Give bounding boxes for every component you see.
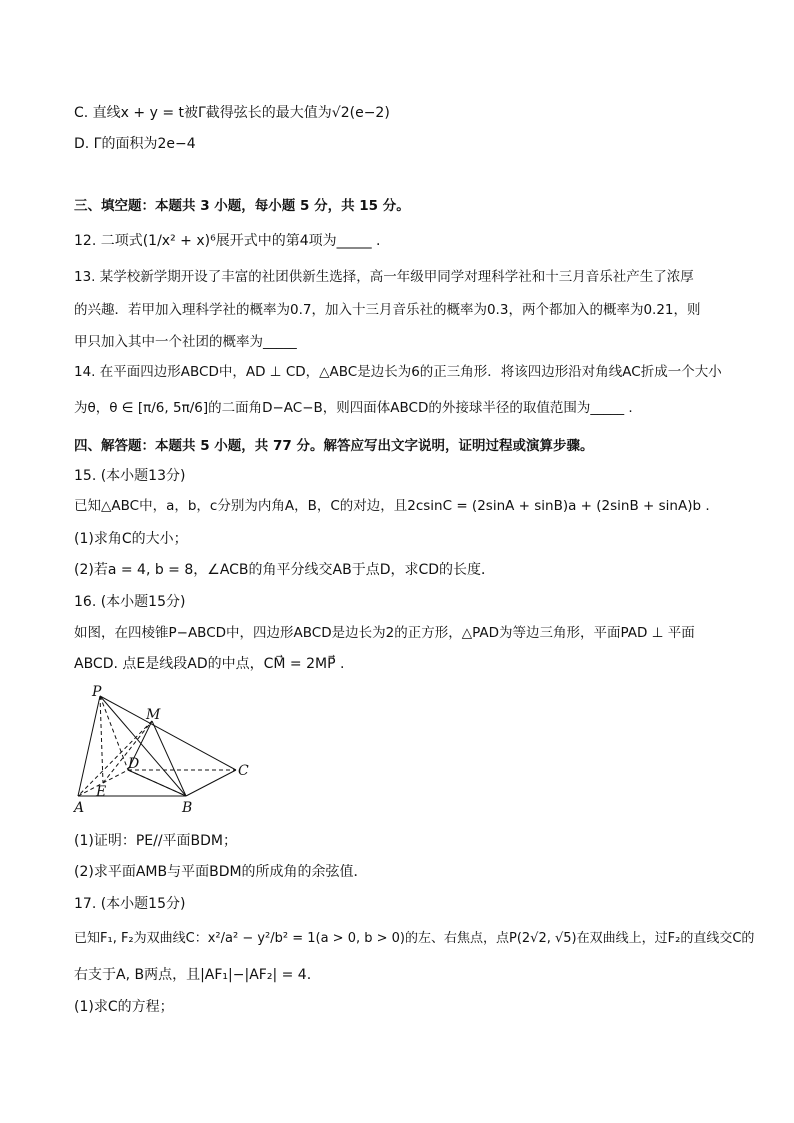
question-13-line-1: 13. 某学校新学期开设了丰富的社团供新生选择，高一年级甲同学对理科学社和十三月音乐社产生了浓厚 (74, 269, 694, 285)
label-a: A (74, 800, 85, 814)
label-c: C (238, 763, 249, 779)
question-17-part-1: (1)求C的方程； (74, 999, 174, 1015)
label-b: B (182, 800, 193, 814)
label-e: E (96, 784, 107, 800)
question-15-part-1: (1)求角C的大小； (74, 531, 188, 547)
question-17-statement-line-2: 右支于A, B两点，且|AF₁|−|AF₂| = 4. (74, 967, 312, 983)
question-13-line-2: 的兴趣．若甲加入理科学社的概率为0.7，加入十三月音乐社的概率为0.3，两个都加入的概率为0.21，则 (74, 302, 701, 318)
question-15-part-2: (2)若a = 4, b = 8，∠ACB的角平分线交AB于点D，求CD的长度． (74, 562, 496, 578)
question-17-statement-line-1: 已知F₁, F₂为双曲线C：x²/a² − y²/b² = 1(a > 0, b > 0)的左、右焦点，点P(2√2, √5)在双曲线上，过F₂的直线交C的 (74, 931, 755, 946)
option-c: C. 直线x + y = t被Γ截得弦长的最大值为√2(e−2) (74, 105, 390, 121)
question-13-line-3: 甲只加入其中一个社团的概率为_____ (74, 334, 297, 350)
question-16-part-1: (1)证明：PE//平面BDM； (74, 833, 238, 849)
question-14-line-1: 14. 在平面四边形ABCD中，AD ⊥ CD，△ABC是边长为6的正三角形．将该四边形沿对角线AC折成一个大小 (74, 364, 722, 380)
question-16-part-2: (2)求平面AMB与平面BDM的所成角的余弦值． (74, 864, 368, 880)
label-d: D (128, 756, 140, 772)
question-12: 12. 二项式(1/x² + x)⁶展开式中的第4项为_____ . (74, 233, 381, 249)
question-15-statement: 已知△ABC中，a，b，c分别为内角A，B，C的对边，且2csinC = (2sinA + sinB)a + (2sinB + sinA)b . (74, 498, 710, 514)
option-d: D. Γ的面积为2e−4 (74, 136, 196, 152)
question-16-header: 16. (本小题15分) (74, 594, 186, 610)
pyramid-figure (70, 684, 260, 814)
label-m: M (146, 707, 161, 723)
label-p: P (92, 684, 102, 700)
question-15-header: 15. (本小题13分) (74, 468, 186, 484)
question-16-statement-line-2: ABCD. 点E是线段AD的中点，CM⃗ = 2MP⃗ . (74, 656, 345, 672)
question-17-header: 17. (本小题15分) (74, 896, 186, 912)
section-solutions-heading: 四、解答题：本题共 5 小题，共 77 分。解答应写出文字说明，证明过程或演算步骤。 (74, 438, 594, 454)
question-14-line-2: 为θ，θ ∈ [π/6, 5π/6]的二面角D−AC−B，则四面体ABCD的外接球半径的取值范围为_____ . (74, 400, 633, 416)
question-16-statement-line-1: 如图，在四棱锥P−ABCD中，四边形ABCD是边长为2的正方形，△PAD为等边三角形，平面PAD ⊥ 平面 (74, 625, 695, 641)
section-fill-in-heading: 三、填空题：本题共 3 小题，每小题 5 分，共 15 分。 (74, 198, 410, 214)
